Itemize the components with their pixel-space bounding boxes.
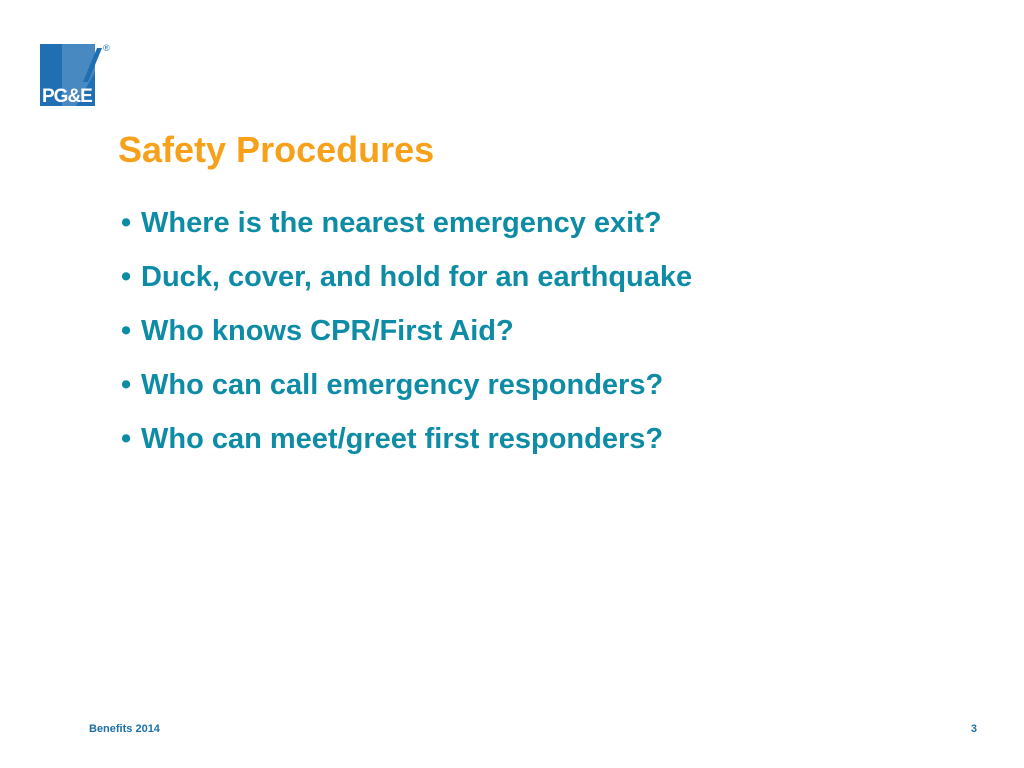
bullet-dot: •	[121, 423, 132, 455]
bullet-dot: •	[121, 261, 132, 293]
bullet-text: Who can call emergency responders?	[141, 369, 664, 401]
bullet-text: Who can meet/greet first responders?	[141, 423, 664, 455]
footer-label: Benefits 2014	[89, 723, 160, 735]
bullet-item	[121, 250, 692, 304]
bullet-item	[121, 196, 692, 250]
bullet-item	[121, 304, 692, 358]
bullet-item	[121, 358, 692, 412]
bullet-text: Where is the nearest emergency exit?	[141, 207, 662, 239]
bullet-dot: •	[121, 369, 132, 401]
registered-mark: ®	[103, 43, 110, 53]
bullet-list	[121, 196, 692, 466]
bullet-text: Duck, cover, and hold for an earthquake	[141, 261, 693, 293]
bullet-dot: •	[121, 207, 132, 239]
page-number: 3	[970, 723, 977, 735]
bullet-item	[121, 412, 692, 466]
bullet-dot: •	[121, 315, 132, 347]
pge-logo	[40, 42, 112, 108]
pge-logo-icon	[40, 42, 112, 108]
slide-title: Safety Procedures	[118, 129, 435, 170]
logo-wordmark: PG&E	[42, 86, 92, 107]
bullet-text: Who knows CPR/First Aid?	[141, 315, 514, 347]
